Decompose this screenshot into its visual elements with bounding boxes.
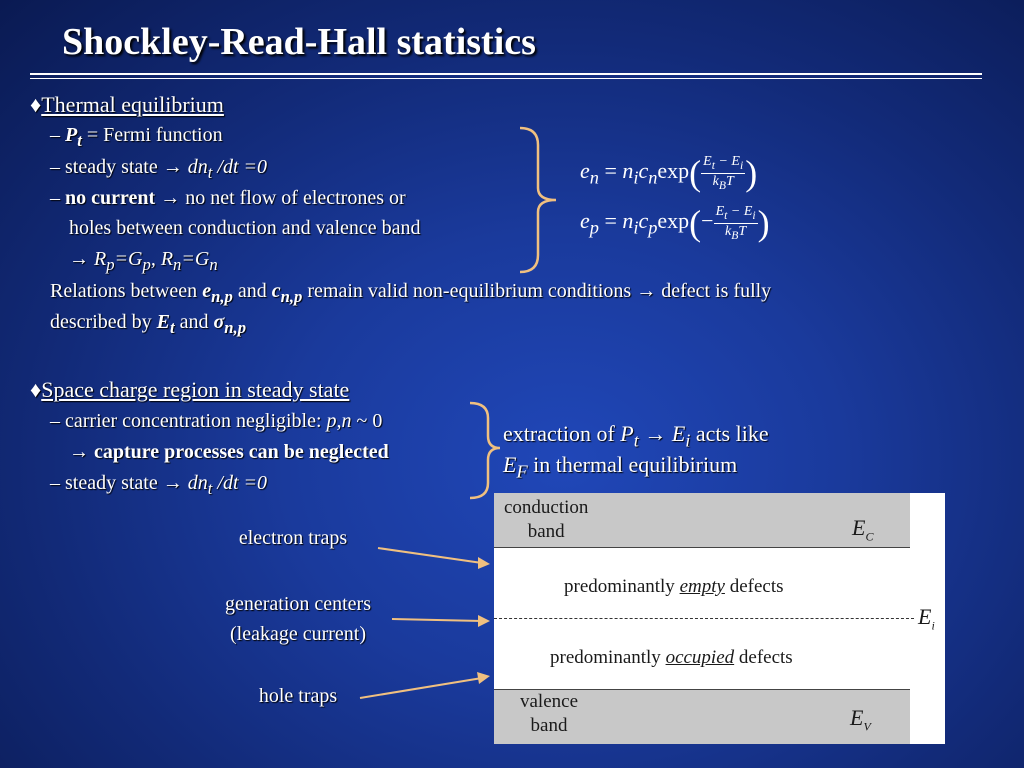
section-heading: Space charge region in steady state bbox=[41, 377, 350, 402]
eq-ep-eq: = bbox=[598, 208, 623, 234]
rel-and2: and bbox=[174, 311, 214, 333]
num-t: t bbox=[711, 158, 715, 172]
num-minus-e: − E bbox=[714, 153, 740, 169]
ei-label bbox=[918, 604, 935, 633]
eq-en-eq: = bbox=[598, 158, 623, 184]
label-generation-centers: generation centers bbox=[224, 593, 372, 615]
conduction-band-label bbox=[504, 496, 588, 544]
slide-title: Shockley-Read-Hall statistics bbox=[62, 21, 536, 63]
eq-en-exp: exp bbox=[657, 158, 690, 184]
ext-arrow: → bbox=[638, 421, 672, 446]
ss-text: steady state → bbox=[65, 472, 188, 494]
ext-p: P bbox=[620, 421, 634, 446]
eq-ep-cs: p bbox=[648, 217, 658, 238]
occ-b: defects bbox=[734, 647, 793, 668]
valence-band-label bbox=[520, 690, 578, 738]
arrow: → bbox=[69, 441, 94, 463]
ext-e: E bbox=[671, 421, 686, 446]
eq-en-cs: n bbox=[648, 167, 658, 188]
item-steady-state-2 bbox=[50, 472, 267, 499]
rel-b: remain valid non-equilibrium conditions → defect is fully bbox=[302, 280, 772, 302]
r-sym: R bbox=[94, 248, 107, 270]
cc-rest: ~ 0 bbox=[351, 410, 383, 432]
num-t2: t bbox=[724, 208, 728, 222]
rel-np3: n,p bbox=[224, 318, 247, 337]
eq-ep-ni: n bbox=[622, 208, 634, 234]
eq-ep-minus: − bbox=[701, 208, 714, 234]
eq-en-i: i bbox=[633, 167, 639, 188]
rel-sigma: σ bbox=[213, 311, 225, 333]
ss-text: steady state → bbox=[65, 156, 188, 178]
label-hole-traps: hole traps bbox=[258, 685, 338, 707]
arrowhead-electron-traps bbox=[478, 557, 490, 569]
den-k: k bbox=[712, 173, 719, 189]
rel-t: t bbox=[169, 318, 175, 337]
empty-defects-label bbox=[564, 576, 784, 598]
arrow-generation-centers bbox=[392, 619, 482, 621]
cc-text: carrier concentration negligible: bbox=[65, 410, 327, 432]
ss-sub: t bbox=[207, 163, 213, 182]
den-b2: B bbox=[731, 228, 739, 242]
extraction-note bbox=[503, 421, 769, 451]
ec-label bbox=[852, 515, 873, 544]
equation-en: $e_n = n_ic_n\exp$( $\frac{E_t - E_i}{k_BT}$ ) bbox=[580, 153, 758, 193]
arrow-electron-traps bbox=[378, 548, 482, 563]
ss-sub: t bbox=[207, 479, 213, 498]
eq-ep-exp: exp bbox=[657, 208, 690, 234]
item-no-current-line2: holes between conduction and valence band bbox=[69, 217, 421, 239]
eq-en-c: c bbox=[638, 158, 649, 184]
section-heading: Thermal equilibrium bbox=[41, 92, 224, 117]
dash: – bbox=[50, 472, 60, 494]
val-l1: valence bbox=[520, 691, 579, 712]
cond-l2: band bbox=[527, 521, 565, 542]
ext-a: extraction of bbox=[503, 421, 621, 446]
p-sub2: p bbox=[142, 255, 151, 274]
brace-right-1 bbox=[520, 128, 556, 272]
section-space-charge bbox=[30, 377, 349, 403]
ss-rest: /dt =0 bbox=[212, 156, 267, 178]
rel-np1: n,p bbox=[211, 287, 233, 306]
num-minus-e2: − E bbox=[727, 203, 753, 219]
arrowhead-hole-traps bbox=[477, 672, 490, 684]
label-electron-traps: electron traps bbox=[238, 527, 348, 549]
eq-ep-sub: p bbox=[589, 217, 599, 238]
ext-i: i bbox=[685, 430, 691, 451]
ev-label bbox=[850, 705, 871, 734]
nc-rest: → no net flow of electrones or bbox=[155, 187, 406, 209]
ss-rest: /dt =0 bbox=[212, 472, 267, 494]
num-i: i bbox=[739, 158, 744, 172]
rel-and: and bbox=[232, 280, 272, 302]
cc-pn: p,n bbox=[326, 410, 352, 432]
eq-en-ni: n bbox=[622, 158, 634, 184]
dash: – bbox=[50, 187, 60, 209]
eq-ep-lhs: e bbox=[580, 208, 590, 234]
val-l2: band bbox=[530, 715, 568, 736]
cap-bold: capture processes can be neglected bbox=[94, 441, 389, 463]
ext-b: acts like bbox=[690, 421, 769, 446]
rel-e: e bbox=[202, 280, 212, 302]
ec-sub: C bbox=[865, 529, 874, 544]
eq-ep-c: c bbox=[638, 208, 649, 234]
den-b: B bbox=[718, 178, 726, 192]
pt-rest: = Fermi function bbox=[81, 124, 223, 146]
nc-bold: no current bbox=[65, 187, 156, 209]
arrow: → bbox=[69, 248, 94, 270]
ei-sub: i bbox=[931, 618, 935, 633]
rel-np2: n,p bbox=[280, 287, 303, 306]
arrow-hole-traps bbox=[360, 678, 482, 698]
rel-a: Relations between bbox=[50, 280, 203, 302]
diamond-bullet-icon: ♦ bbox=[30, 92, 42, 117]
p-sub: p bbox=[106, 255, 115, 274]
eq-ep-i: i bbox=[633, 217, 639, 238]
den-t: T bbox=[725, 173, 734, 189]
extraction-note-line2 bbox=[503, 452, 737, 482]
cond-l1: conduction bbox=[504, 497, 589, 518]
ext-ef: E bbox=[503, 452, 517, 477]
eq-g2: =G bbox=[181, 248, 210, 270]
ss-dn: dn bbox=[187, 472, 208, 494]
ext-f: F bbox=[516, 461, 528, 482]
brace-right-2 bbox=[470, 403, 500, 498]
item-carrier-concentration bbox=[50, 410, 382, 433]
ec-e: E bbox=[852, 515, 866, 540]
dash: – bbox=[50, 156, 60, 178]
dash: – bbox=[50, 410, 60, 432]
eq-en-sub: n bbox=[589, 167, 599, 188]
ei-e: E bbox=[918, 604, 932, 629]
ev-e: E bbox=[850, 705, 864, 730]
pt-sub: t bbox=[77, 131, 82, 150]
ei-line bbox=[494, 618, 914, 619]
num-e: E bbox=[703, 153, 712, 169]
diamond-bullet-icon: ♦ bbox=[30, 377, 42, 402]
label-leakage-current: (leakage current) bbox=[229, 623, 366, 645]
comma-r: , R bbox=[150, 248, 174, 270]
ev-sub: V bbox=[863, 719, 871, 734]
eq-ep-frac bbox=[714, 204, 758, 243]
arrowhead-generation-centers bbox=[478, 615, 490, 627]
den-t2: T bbox=[738, 223, 747, 239]
rel-c: c bbox=[271, 280, 281, 302]
rel-c2: described by bbox=[50, 311, 157, 333]
num-i2: i bbox=[752, 208, 756, 222]
equation-ep: $e_p = n_ic_p\exp(-$ $\frac{E_t - E_i}{k_BT}$ ) bbox=[580, 203, 770, 243]
dash: – bbox=[50, 124, 60, 146]
empty-a: predominantly bbox=[564, 576, 680, 597]
rel-E: E bbox=[156, 311, 170, 333]
den-k2: k bbox=[725, 223, 732, 239]
empty-b: defects bbox=[724, 576, 784, 597]
eq-en-frac bbox=[701, 154, 745, 193]
eq-g: =G bbox=[114, 248, 143, 270]
pt-symbol: P bbox=[65, 124, 78, 146]
num-e2: E bbox=[715, 203, 725, 219]
occupied-defects-label bbox=[550, 647, 793, 669]
ext-t: t bbox=[633, 430, 639, 451]
ext-c: in thermal equilibirium bbox=[527, 452, 738, 477]
item-capture-neglected bbox=[69, 441, 389, 464]
n-sub: n bbox=[173, 255, 182, 274]
empty-em: empty bbox=[679, 576, 725, 597]
occ-a: predominantly bbox=[550, 647, 666, 668]
eq-en-lhs: e bbox=[580, 158, 590, 184]
band-diagram bbox=[494, 493, 945, 744]
occ-em: occupied bbox=[665, 647, 735, 668]
n-sub2: n bbox=[209, 255, 218, 274]
ss-dn: dn bbox=[187, 156, 208, 178]
